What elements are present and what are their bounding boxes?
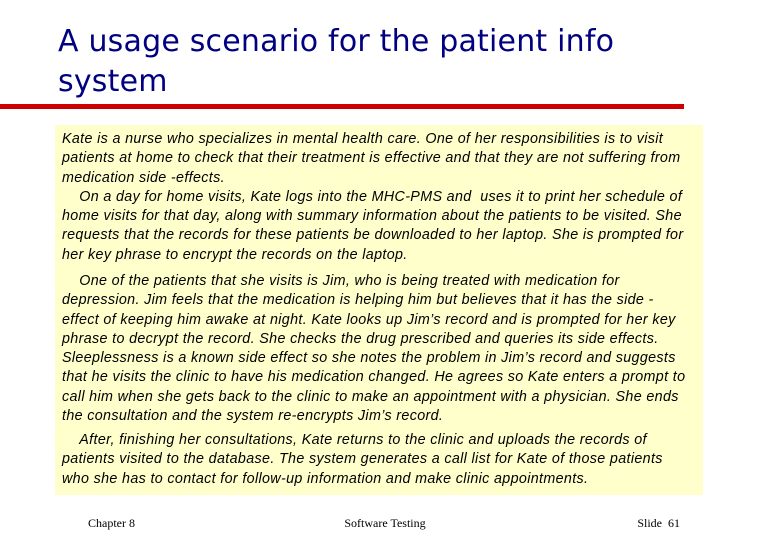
title-underline (0, 104, 684, 109)
slide-title: A usage scenario for the patient info system (58, 24, 615, 99)
footer-chapter: Chapter 8 (88, 516, 135, 530)
scenario-paragraph-3: After, finishing her consultations, Kate returns to the clinic and uploads the records of patients visited to the database. The system generates a call list for Kate of those patients who she has to contact for follow-up information and make clinic appointments. (62, 432, 663, 487)
scenario-paragraph-2: One of the patients that she visits is Jim, who is being treated with medication for depression. Jim feels that the medication is helping him but believes that it has the side - effect of keeping him awake at night. Kate looks up Jim’s record and is prompted for her key phrase to decrypt the record. She checks the drug prescribed and queries its side effects. Sleeplessness is a known side effect so she notes the problem in Jim’s record and suggests that he visits the clinic to have his medication changed. He agrees so Kate enters a prompt to call him when she gets back to the clinic to make an appointment with a physician. She ends the consultation and the system re-encrypts Jim’s record. (62, 273, 686, 425)
scenario-paragraph-1: Kate is a nurse who specializes in mental health care. One of her responsibilities is to visit patients at home to check that their treatment is effective and that they are not suffering from medication side -effects. On a day for home visits, Kate logs into the MHC-PMS and uses it to print her schedule of home visits for that day, along with summary information about the patients to be visited. She requests that the records for these patients be downloaded to her laptop. She is prompted for her key phrase to encrypt the records on the laptop. (62, 131, 684, 263)
footer-slide-number: Slide 61 (637, 516, 680, 530)
footer-course: Software Testing (344, 516, 426, 530)
